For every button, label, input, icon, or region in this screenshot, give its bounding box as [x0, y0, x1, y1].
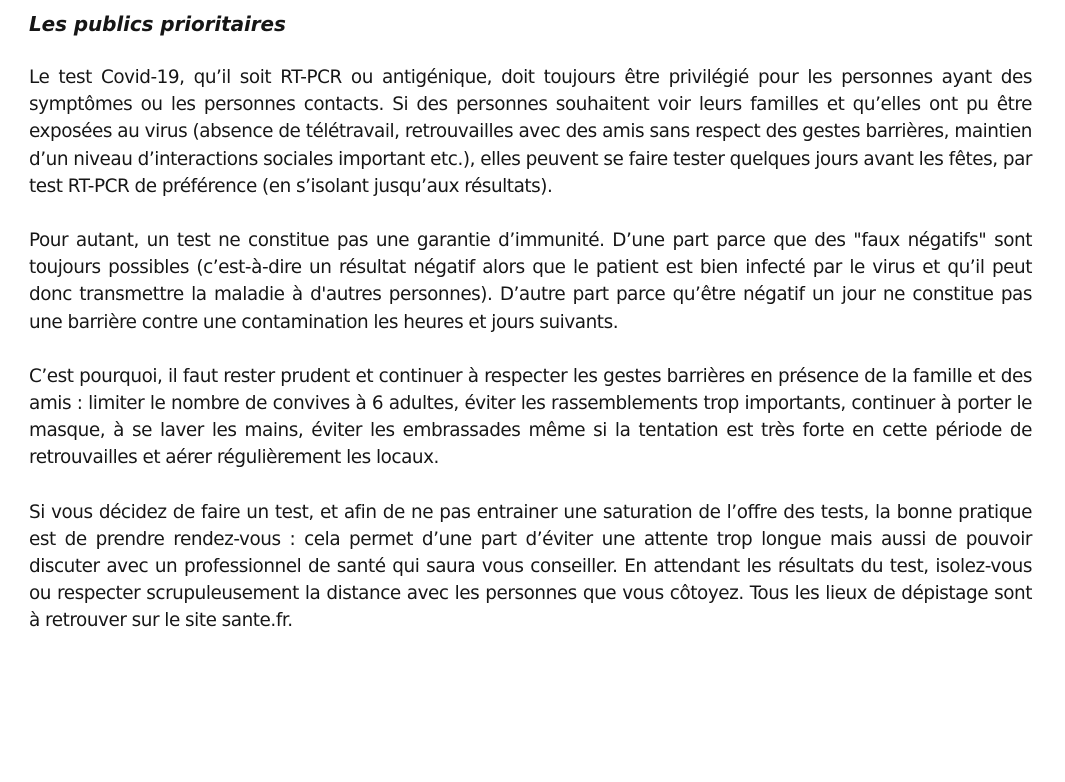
paragraph-barrier-gestures: C’est pourquoi, il faut rester prudent et continuer à respecter les gestes barrières en présence de la famille et des amis : limiter le nombre de convives à 6 adultes, éviter les rassemblements trop importants, continuer à porter le masque, à se laver les mains, éviter les embrassades même si la tentation est très forte en cette période de retrouvailles et aérer régulièrement les locaux.: [29, 365, 1032, 469]
document-body: [29, 11, 1032, 635]
paragraph-priority-testing: Le test Covid-19, qu’il soit RT-PCR ou antigénique, doit toujours être privilégié pour les personnes ayant des symptômes ou les personnes contacts. Si des personnes souhaitent voir leurs familles et qu’elles ont pu être exposées au virus (absence de télétravail, retrouvailles avec des amis sans respect des gestes barrières, maintien d’un niveau d’interactions sociales important etc.), elles peuvent se faire tester quelques jours avant les fêtes, par test RT-PCR de préférence (en s’isolant jusqu’aux résultats).: [29, 67, 1032, 197]
paragraph-no-immunity: Pour autant, un test ne constitue pas une garantie d’immunité. D’une part parce que des "faux négatifs" sont toujours possibles (c’est-à-dire un résultat négatif alors que le patient est bien infecté par le virus et qu’il peut donc transmettre la maladie à d'autres personnes). D’autre part parce qu’être négatif un jour ne constitue pas une barrière contre une contamination les heures et jours suivants.: [29, 230, 1032, 333]
paragraph-appointment-advice: Si vous décidez de faire un test, et afin de ne pas entrainer une saturation de l’offre des tests, la bonne pratique est de prendre rendez-vous : cela permet d’une part d’éviter une attente trop longue mais aussi de pouvoir discuter avec un professionnel de santé qui saura vous conseiller. En attendant les résultats du test, isolez-vous ou respecter scrupuleusement la distance avec les personnes que vous côtoyez. Tous les lieux de dépistage sont à retrouver sur le site sante.fr.: [29, 501, 1032, 632]
section-title: Les publics prioritaires: [29, 12, 286, 36]
